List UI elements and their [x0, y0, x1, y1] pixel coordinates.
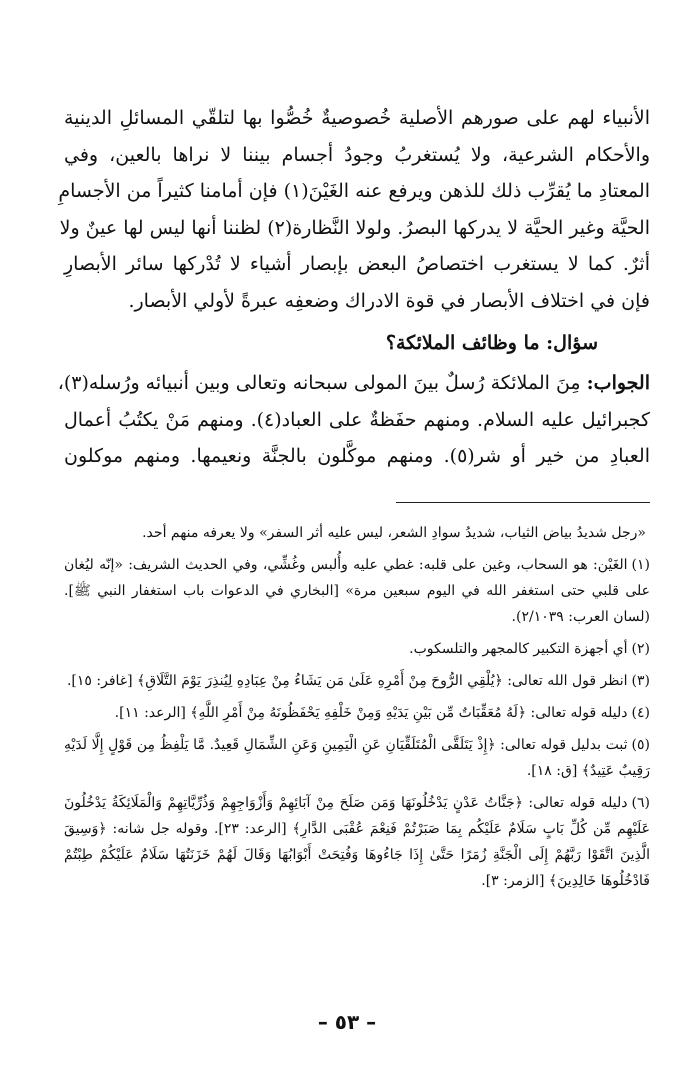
answer-line: [57, 365, 650, 402]
footnote-text: انظر قول الله تعالى: ﴿يُلْقِي الرُّوحَ مِنْ أَمْرِهِ عَلَىٰ مَن يَشَاءُ مِنْ عِبَادِهِ لِيُنذِرَ يَوْمَ التَّلَاقِ﴾ [غافر: ١٥].: [66, 673, 628, 689]
footnote: [64, 790, 650, 894]
footnote-text: الغَيْن: هو السحاب، وغين على قلبه: غطي عليه وأُلبس وغُشِّي، وفي الحديث الشريف: «إنّه ليُغان على قلبي حتى استغفر الله في اليوم سبعين مرة» [البخاري في الدعوات باب استغفار النبي ﷺ]. (لسان العرب: ٢/١٠٣٩).: [64, 557, 650, 625]
footnote: [64, 732, 650, 784]
footnote: [64, 520, 650, 546]
footnote: [64, 636, 650, 662]
page-number: – ٥٣ –: [317, 1010, 377, 1034]
footnotes: [64, 520, 650, 900]
footnote-number: (١): [631, 557, 650, 573]
answer-line: كجبرائيل عليه السلام. ومنهم حفَظةٌ على العباد(٤). ومنهم مَنْ يكتُبُ أعمال: [64, 408, 650, 431]
footnote-text: دليله قوله تعالى: ﴿لَهُ مُعَقِّبَاتٌ مِّن بَيْنِ يَدَيْهِ وَمِنْ خَلْفِهِ يَحْفَظُونَهُ مِنْ أَمْرِ اللَّهِ﴾ [الرعد: ١١].: [114, 705, 628, 721]
footnote-number: (٣): [631, 673, 650, 689]
body-line: الأنبياء لهم على صورهم الأصلية خُصوصيةٌ خُصُّوا بها لتلقّي المسائلِ الدينية: [64, 107, 650, 129]
answer-line: العبادِ من خير أو شر(٥). ومنهم موكَّلون بالجنَّة ونعيمها. ومنهم موكلون: [64, 445, 650, 467]
body-line: أثرٌ. كما لا يستغرب اختصاصُ البعض بإبصار أشياء لا تُدْركها سائر الأبصارِ: [64, 253, 650, 275]
footnote-text: «رجل شديدُ بياض الثياب، شديدُ سوادِ الشعر، ليس عليه أثر السفر» ولا يعرفه منهم أحد.: [142, 525, 646, 541]
answer-text: مِنَ الملائكة رُسلٌ بينَ المولى سبحانه وتعالى وبين أنبيائه ورُسله(٣)،: [57, 372, 581, 394]
footnote-separator: [396, 502, 650, 503]
body-line: فإن في اختلاف الأبصار في قوة الادراك وضعفِه عبرةً لأولي الأبصار.: [128, 289, 650, 312]
footnote-number: (٥): [631, 737, 650, 753]
footnote-number: (٤): [631, 705, 650, 721]
footnote: [64, 668, 650, 694]
body-line: المعتادِ ما يُقرِّب ذلك للذهن ويرفع عنه الغَيْنَ(١) فإن أمامنا كثيراً من الأجسامِ: [58, 180, 650, 202]
footnote-text: ثبت بدليل قوله تعالى: ﴿إِذْ يَتَلَقَّى الْمُتَلَقِّيَانِ عَنِ الْيَمِينِ وَعَنِ الشِّمَالِ قَعِيدٌ. مَّا يَلْفِظُ مِن قَوْلٍ إِلَّا لَدَيْهِ رَقِيبٌ عَتِيدٌ﴾ [ق: ١٨].: [64, 737, 650, 779]
body-line: الحيَّة وغير الحيَّة لا يدركها البصرُ. ولولا النَّظارة(٢) لظننا أنها ليس لها عينٌ ولا: [59, 216, 650, 239]
footnote: [64, 700, 650, 726]
main-text: [57, 100, 650, 475]
footnote-number: (٢): [631, 641, 650, 657]
body-line: والأحكام الشرعية، ولا يُستغربُ وجودُ أجسام بيننا لا نراها بالعين، وفي: [64, 143, 650, 166]
question-heading: سؤال: ما وظائف الملائكة؟: [385, 332, 598, 354]
footnote: [64, 552, 650, 630]
footnote-text: أي أجهزة التكبير كالمجهر والتلسكوب.: [409, 641, 628, 657]
footnote-text: دليله قوله تعالى: ﴿جَنَّاتُ عَدْنٍ يَدْخُلُونَهَا وَمَن صَلَحَ مِنْ آبَائِهِمْ وَأَزْوَاجِهِمْ وَذُرِّيَّاتِهِمْ وَالْمَلَائِكَةُ يَدْخُلُونَ عَلَيْهِم مِّن كُلِّ بَابٍ سَلَامٌ عَلَيْكُم بِمَا صَبَرْتُمْ فَنِعْمَ عُقْبَى الدَّارِ﴾ [الرعد: ٢٣]. وقوله جل شانه: ﴿وَسِيقَ الَّذِينَ اتَّقَوْا رَبَّهُمْ إِلَى الْجَنَّةِ زُمَرًا حَتَّىٰ إِذَا جَاءُوهَا وَفُتِحَتْ أَبْوَابُهَا وَقَالَ لَهُمْ خَزَنَتُهَا سَلَامٌ عَلَيْكُمْ طِبْتُمْ فَادْخُلُوهَا خَالِدِينَ﴾ [الزمر: ٣].: [64, 795, 650, 889]
footnote-number: (٦): [631, 795, 650, 811]
answer-label: الجواب:: [586, 372, 650, 394]
